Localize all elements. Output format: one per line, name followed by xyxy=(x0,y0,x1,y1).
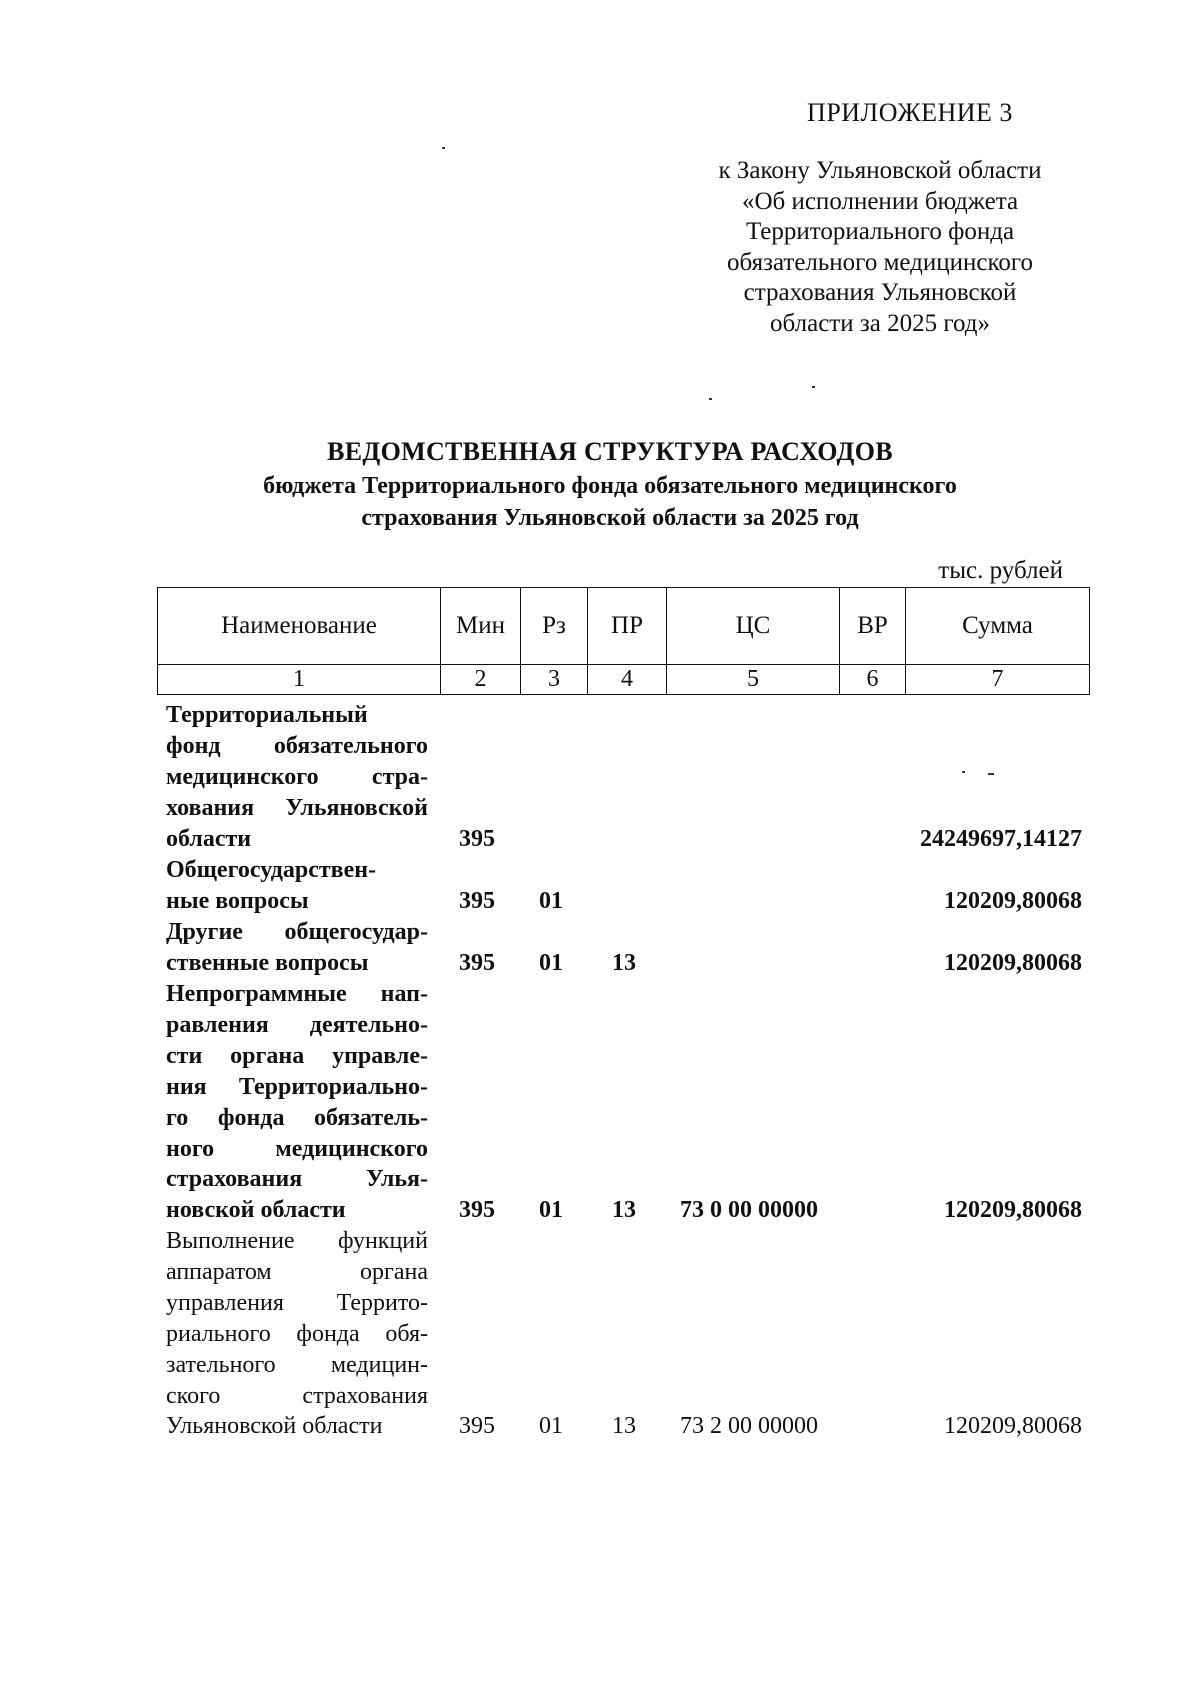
row-pr: 13 xyxy=(612,950,636,976)
appendix-line: обязательного медицинского xyxy=(726,248,1033,276)
row-name-line: хования Ульяновской xyxy=(166,794,428,821)
subtitle-line: бюджета Территориального фонда обязательного медицинского xyxy=(263,473,957,499)
row-rz: 01 xyxy=(539,950,563,976)
row-name-line: Ульяновской области xyxy=(166,1413,383,1440)
row-name-line: ния Территориально- xyxy=(166,1073,428,1100)
row-name xyxy=(166,979,428,1226)
scan-speck xyxy=(988,773,994,775)
row-sum: 120209,80068 xyxy=(944,1413,1082,1439)
row-name-line: аппаратом органа xyxy=(166,1258,428,1285)
row-name-line: ского страхования xyxy=(166,1382,428,1409)
column-header-vr: ВР xyxy=(840,588,906,665)
row-name-line: фонд обязательного xyxy=(166,732,428,759)
column-number: 3 xyxy=(521,665,588,695)
table-header xyxy=(157,587,1090,695)
row-name-line: Непрограммные нап- xyxy=(166,981,428,1007)
subtitle-line: страхования Ульяновской области за 2025 год xyxy=(361,505,859,531)
column-number: 2 xyxy=(441,665,521,695)
row-cs: 73 2 00 00000 xyxy=(680,1413,818,1439)
appendix-line: Территориального фонда xyxy=(745,218,1015,245)
appendix-line: к Закону Ульяновской области xyxy=(718,157,1042,184)
appendix-title: ПРИЛОЖЕНИЕ 3 xyxy=(807,98,1013,127)
row-name-line: ственные вопросы xyxy=(166,949,369,976)
row-name-line: новской области xyxy=(166,1197,346,1224)
appendix-line: страхования Ульяновской xyxy=(743,279,1017,306)
row-rz: 01 xyxy=(539,888,563,914)
column-number: 1 xyxy=(158,665,441,695)
scan-speck xyxy=(709,398,712,400)
row-name-line: сти органа управле- xyxy=(166,1042,428,1069)
row-name-line: Общегосударствен- xyxy=(166,857,377,883)
column-number: 5 xyxy=(667,665,840,695)
column-header-name: Наименование xyxy=(158,588,441,665)
row-name-line: ного медицинского xyxy=(166,1135,428,1162)
scan-speck xyxy=(962,771,965,773)
row-sum: 120209,80068 xyxy=(944,950,1082,976)
appendix-line: «Об исполнении бюджета xyxy=(741,187,1019,215)
row-name xyxy=(166,855,428,917)
row-name-line: Территориальный xyxy=(166,702,368,728)
document-subtitle xyxy=(150,470,1070,534)
scan-speck xyxy=(442,147,445,149)
column-header-cs: ЦС xyxy=(667,588,840,665)
row-sum: 120209,80068 xyxy=(944,888,1082,914)
row-rz: 01 xyxy=(539,1413,563,1439)
row-min: 395 xyxy=(459,888,495,914)
row-name xyxy=(166,1226,428,1442)
row-min: 395 xyxy=(459,950,495,976)
row-name-line: управления Террито- xyxy=(166,1289,428,1316)
row-pr: 13 xyxy=(612,1197,636,1223)
scan-speck xyxy=(812,386,815,388)
header-labels-row xyxy=(158,588,1090,665)
row-name-line: зательного медицин- xyxy=(166,1351,428,1378)
appendix-line: области за 2025 год» xyxy=(770,309,990,337)
row-name xyxy=(166,700,428,855)
units-label: тыс. рублей xyxy=(938,557,1063,584)
appendix-note xyxy=(700,156,1060,339)
column-header-min: Мин xyxy=(441,588,521,665)
row-name-line: равления деятельно- xyxy=(166,1011,428,1038)
row-sum: 24249697,14127 xyxy=(920,826,1082,852)
row-name-line: области xyxy=(166,825,252,852)
row-name-line: риального фонда обя- xyxy=(166,1320,428,1347)
column-number: 6 xyxy=(840,665,906,695)
row-min: 395 xyxy=(459,1197,495,1223)
row-name-line: ные вопросы xyxy=(166,887,309,914)
column-header-sum: Сумма xyxy=(906,588,1090,665)
row-name-line: медицинского стра- xyxy=(166,763,428,790)
row-min: 395 xyxy=(459,1413,495,1439)
row-name-line: Другие общегосудар- xyxy=(166,919,428,945)
row-name xyxy=(166,917,428,979)
row-cs: 73 0 00 00000 xyxy=(680,1197,818,1223)
column-header-pr: ПР xyxy=(588,588,667,665)
row-pr: 13 xyxy=(612,1413,636,1439)
row-rz: 01 xyxy=(539,1197,563,1223)
document-title: ВЕДОМСТВЕННАЯ СТРУКТУРА РАСХОДОВ xyxy=(327,437,893,466)
column-header-rz: Рз xyxy=(521,588,588,665)
row-name-line: страхования Улья- xyxy=(166,1166,428,1193)
row-sum: 120209,80068 xyxy=(944,1197,1082,1223)
column-number: 4 xyxy=(588,665,667,695)
header-numbers-row xyxy=(158,665,1090,695)
column-number: 7 xyxy=(906,665,1090,695)
row-name-line: го фонда обязатель- xyxy=(166,1104,428,1131)
row-name-line: Выполнение функций xyxy=(166,1228,428,1254)
row-min: 395 xyxy=(459,826,495,852)
